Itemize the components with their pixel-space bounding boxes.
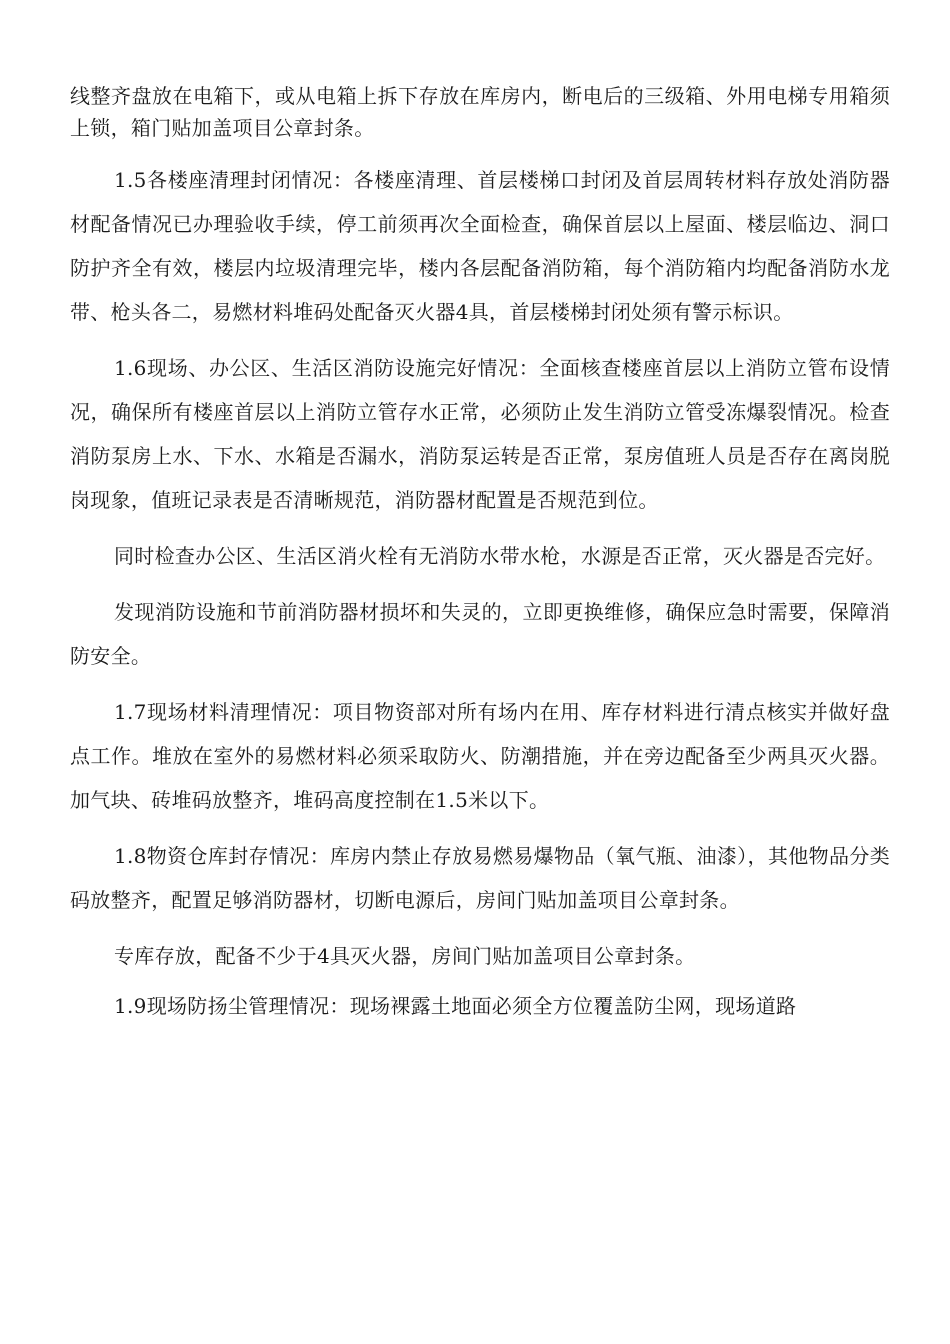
paragraph-repair: 发现消防设施和节前消防器材损坏和失灵的，立即更换维修，确保应急时需要，保障消防安全。 bbox=[70, 600, 890, 668]
paragraph-1-6: 1.6现场、办公区、生活区消防设施完好情况：全面核查楼座首层以上消防立管布设情况，确保所有楼座首层以上消防立管存水正常，必须防止发生消防立管受冻爆裂情况。检查消防泵房上水、下水、水箱是否漏水，消防泵运转是否正常，泵房值班人员是否存在离岗脱岗现象，值班记录表是否清晰规范，消防器材配置是否规范到位。 bbox=[70, 356, 890, 512]
paragraph-hydrant-check: 同时检查办公区、生活区消火栓有无消防水带水枪，水源是否正常，灭火器是否完好。 bbox=[114, 544, 886, 568]
paragraph-continuation: 线整齐盘放在电箱下，或从电箱上拆下存放在库房内，断电后的三级箱、外用电梯专用箱须上锁，箱门贴加盖项目公章封条。 bbox=[70, 84, 890, 140]
paragraph-storage: 专库存放，配备不少于4具灭火器，房间门贴加盖项目公章封条。 bbox=[114, 944, 696, 968]
paragraph-1-9: 1.9现场防扬尘管理情况：现场裸露土地面必须全方位覆盖防尘网，现场道路 bbox=[114, 994, 797, 1018]
paragraph-1-7: 1.7现场材料清理情况：项目物资部对所有场内在用、库存材料进行清点核实并做好盘点工作。堆放在室外的易燃材料必须采取防火、防潮措施，并在旁边配备至少两具灭火器。加气块、砖堆码放整齐，堆码高度控制在1.5米以下。 bbox=[70, 700, 890, 812]
paragraph-1-8: 1.8物资仓库封存情况：库房内禁止存放易燃易爆物品（氧气瓶、油漆），其他物品分类码放整齐，配置足够消防器材，切断电源后，房间门贴加盖项目公章封条。 bbox=[70, 844, 890, 912]
document-body bbox=[70, 80, 890, 1034]
paragraph-1-5: 1.5各楼座清理封闭情况：各楼座清理、首层楼梯口封闭及首层周转材料存放处消防器材配备情况已办理验收手续，停工前须再次全面检查，确保首层以上屋面、楼层临边、洞口防护齐全有效，楼层内垃圾清理完毕，楼内各层配备消防箱，每个消防箱内均配备消防水龙带、枪头各二，易燃材料堆码处配备灭火器4具，首层楼梯封闭处须有警示标识。 bbox=[70, 168, 890, 324]
